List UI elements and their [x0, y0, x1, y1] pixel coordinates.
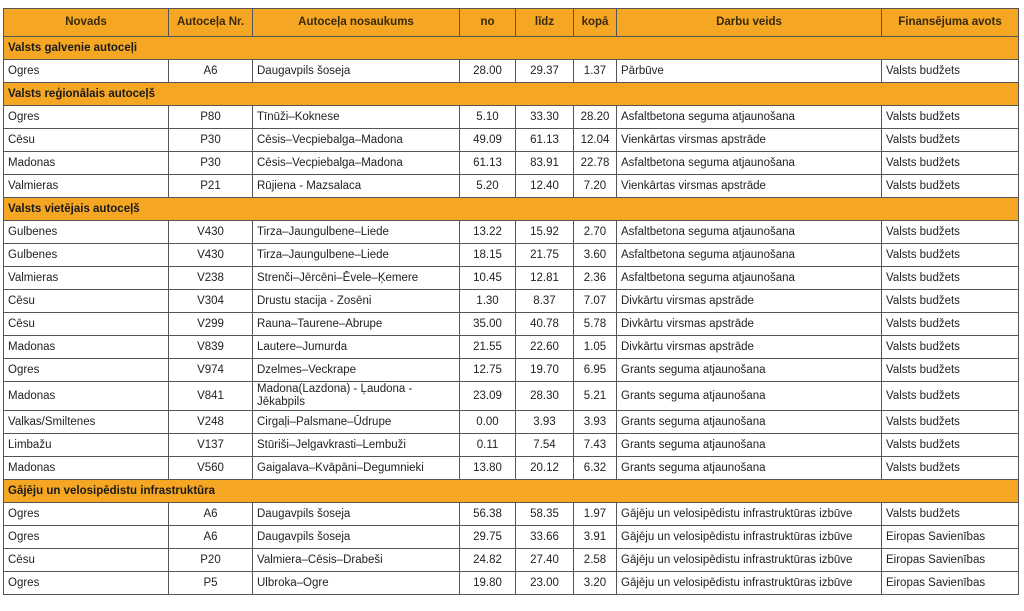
- cell-finansejuma-avots: Valsts budžets: [882, 106, 1019, 129]
- cell-finansejuma-avots: Valsts budžets: [882, 336, 1019, 359]
- cell-lidz: 29.37: [516, 60, 574, 83]
- cell-kopa: 5.78: [574, 313, 617, 336]
- cell-autocela-nr: P30: [169, 129, 253, 152]
- cell-novads: Limbažu: [4, 434, 169, 457]
- section-title: Valsts reģionālais autoceļš: [4, 83, 1019, 106]
- cell-lidz: 61.13: [516, 129, 574, 152]
- cell-no: 56.38: [460, 503, 516, 526]
- cell-lidz: 58.35: [516, 503, 574, 526]
- cell-autocela-nosaukums: Ulbroka–Ogre: [253, 572, 460, 595]
- cell-lidz: 21.75: [516, 244, 574, 267]
- cell-autocela-nosaukums: Tirza–Jaungulbene–Liede: [253, 244, 460, 267]
- cell-autocela-nr: V137: [169, 434, 253, 457]
- cell-novads: Cēsu: [4, 549, 169, 572]
- table-row: [4, 152, 1019, 175]
- cell-kopa: 2.58: [574, 549, 617, 572]
- cell-finansejuma-avots: Valsts budžets: [882, 434, 1019, 457]
- cell-no: 49.09: [460, 129, 516, 152]
- cell-novads: Madonas: [4, 336, 169, 359]
- cell-finansejuma-avots: Valsts budžets: [882, 382, 1019, 411]
- table-row: [4, 411, 1019, 434]
- cell-autocela-nr: P30: [169, 152, 253, 175]
- cell-darbu-veids: Grants seguma atjaunošana: [617, 434, 882, 457]
- cell-no: 21.55: [460, 336, 516, 359]
- cell-no: 5.20: [460, 175, 516, 198]
- cell-novads: Gulbenes: [4, 221, 169, 244]
- cell-no: 19.80: [460, 572, 516, 595]
- section-header-row: [4, 37, 1019, 60]
- cell-autocela-nr: A6: [169, 60, 253, 83]
- header-kopa: kopā: [574, 9, 617, 37]
- cell-autocela-nosaukums: Stūriši–Jelgavkrasti–Lembuži: [253, 434, 460, 457]
- cell-darbu-veids: Grants seguma atjaunošana: [617, 359, 882, 382]
- cell-autocela-nosaukums: Tirza–Jaungulbene–Liede: [253, 221, 460, 244]
- cell-kopa: 5.21: [574, 382, 617, 411]
- cell-lidz: 12.40: [516, 175, 574, 198]
- cell-lidz: 40.78: [516, 313, 574, 336]
- cell-no: 61.13: [460, 152, 516, 175]
- cell-kopa: 3.60: [574, 244, 617, 267]
- cell-no: 24.82: [460, 549, 516, 572]
- cell-finansejuma-avots: Valsts budžets: [882, 503, 1019, 526]
- cell-darbu-veids: Asfaltbetona seguma atjaunošana: [617, 244, 882, 267]
- header-row: [4, 9, 1019, 37]
- table-row: [4, 244, 1019, 267]
- cell-lidz: 33.30: [516, 106, 574, 129]
- cell-finansejuma-avots: Valsts budžets: [882, 221, 1019, 244]
- cell-finansejuma-avots: Eiropas Savienības: [882, 526, 1019, 549]
- header-darbu-veids: Darbu veids: [617, 9, 882, 37]
- cell-finansejuma-avots: Eiropas Savienības: [882, 549, 1019, 572]
- cell-novads: Cēsu: [4, 129, 169, 152]
- cell-darbu-veids: Gājēju un velosipēdistu infrastruktūras izbūve: [617, 503, 882, 526]
- table-row: [4, 434, 1019, 457]
- cell-novads: Ogres: [4, 60, 169, 83]
- cell-no: 0.00: [460, 411, 516, 434]
- cell-novads: Cēsu: [4, 290, 169, 313]
- section-header-row: [4, 480, 1019, 503]
- cell-no: 5.10: [460, 106, 516, 129]
- cell-novads: Madonas: [4, 382, 169, 411]
- cell-lidz: 19.70: [516, 359, 574, 382]
- cell-kopa: 6.32: [574, 457, 617, 480]
- cell-lidz: 7.54: [516, 434, 574, 457]
- cell-novads: Valkas/Smiltenes: [4, 411, 169, 434]
- cell-lidz: 27.40: [516, 549, 574, 572]
- cell-finansejuma-avots: Valsts budžets: [882, 129, 1019, 152]
- cell-lidz: 83.91: [516, 152, 574, 175]
- table-row: [4, 572, 1019, 595]
- cell-kopa: 28.20: [574, 106, 617, 129]
- cell-no: 35.00: [460, 313, 516, 336]
- cell-autocela-nosaukums: Madona(Lazdona) - Ļaudona - Jēkabpils: [253, 382, 460, 411]
- table-row: [4, 549, 1019, 572]
- cell-autocela-nosaukums: Valmiera–Cēsis–Drabeši: [253, 549, 460, 572]
- cell-kopa: 22.78: [574, 152, 617, 175]
- cell-darbu-veids: Grants seguma atjaunošana: [617, 382, 882, 411]
- cell-no: 28.00: [460, 60, 516, 83]
- cell-lidz: 23.00: [516, 572, 574, 595]
- table-row: [4, 526, 1019, 549]
- cell-no: 1.30: [460, 290, 516, 313]
- cell-autocela-nr: V839: [169, 336, 253, 359]
- section-header-row: [4, 83, 1019, 106]
- cell-novads: Madonas: [4, 152, 169, 175]
- cell-lidz: 28.30: [516, 382, 574, 411]
- table-row: [4, 313, 1019, 336]
- cell-kopa: 3.20: [574, 572, 617, 595]
- cell-autocela-nr: V841: [169, 382, 253, 411]
- cell-darbu-veids: Divkārtu virsmas apstrāde: [617, 336, 882, 359]
- cell-darbu-veids: Vienkārtas virsmas apstrāde: [617, 129, 882, 152]
- cell-finansejuma-avots: Valsts budžets: [882, 290, 1019, 313]
- cell-darbu-veids: Divkārtu virsmas apstrāde: [617, 290, 882, 313]
- roadworks-table: [3, 8, 1019, 595]
- header-finansejuma-avots: Finansējuma avots: [882, 9, 1019, 37]
- cell-autocela-nr: P21: [169, 175, 253, 198]
- header-no: no: [460, 9, 516, 37]
- cell-autocela-nr: V248: [169, 411, 253, 434]
- cell-no: 12.75: [460, 359, 516, 382]
- cell-darbu-veids: Asfaltbetona seguma atjaunošana: [617, 152, 882, 175]
- cell-kopa: 3.91: [574, 526, 617, 549]
- cell-novads: Ogres: [4, 106, 169, 129]
- cell-darbu-veids: Gājēju un velosipēdistu infrastruktūras izbūve: [617, 572, 882, 595]
- table-row: [4, 336, 1019, 359]
- table-row: [4, 457, 1019, 480]
- table-row: [4, 221, 1019, 244]
- cell-autocela-nosaukums: Strenči–Jērcēni–Ēvele–Ķemere: [253, 267, 460, 290]
- cell-autocela-nosaukums: Daugavpils šoseja: [253, 503, 460, 526]
- table-row: [4, 503, 1019, 526]
- table-row: [4, 106, 1019, 129]
- cell-no: 0.11: [460, 434, 516, 457]
- cell-kopa: 2.70: [574, 221, 617, 244]
- header-autocela-nr: Autoceļa Nr.: [169, 9, 253, 37]
- cell-novads: Ogres: [4, 503, 169, 526]
- cell-novads: Ogres: [4, 572, 169, 595]
- cell-autocela-nosaukums: Rauna–Taurene–Abrupe: [253, 313, 460, 336]
- cell-novads: Ogres: [4, 359, 169, 382]
- cell-autocela-nr: A6: [169, 503, 253, 526]
- cell-kopa: 1.97: [574, 503, 617, 526]
- cell-kopa: 7.43: [574, 434, 617, 457]
- cell-no: 10.45: [460, 267, 516, 290]
- cell-lidz: 20.12: [516, 457, 574, 480]
- cell-autocela-nosaukums: Cēsis–Vecpiebalga–Madona: [253, 152, 460, 175]
- table-row: [4, 267, 1019, 290]
- cell-darbu-veids: Asfaltbetona seguma atjaunošana: [617, 106, 882, 129]
- cell-autocela-nosaukums: Cirgaļi–Palsmane–Ūdrupe: [253, 411, 460, 434]
- cell-lidz: 22.60: [516, 336, 574, 359]
- cell-darbu-veids: Asfaltbetona seguma atjaunošana: [617, 221, 882, 244]
- cell-darbu-veids: Grants seguma atjaunošana: [617, 411, 882, 434]
- header-lidz: līdz: [516, 9, 574, 37]
- cell-darbu-veids: Vienkārtas virsmas apstrāde: [617, 175, 882, 198]
- cell-finansejuma-avots: Valsts budžets: [882, 359, 1019, 382]
- cell-novads: Madonas: [4, 457, 169, 480]
- cell-finansejuma-avots: Eiropas Savienības: [882, 572, 1019, 595]
- cell-darbu-veids: Grants seguma atjaunošana: [617, 457, 882, 480]
- cell-novads: Valmieras: [4, 175, 169, 198]
- section-title: Valsts vietējais autoceļš: [4, 198, 1019, 221]
- cell-autocela-nr: V430: [169, 244, 253, 267]
- cell-autocela-nr: P5: [169, 572, 253, 595]
- cell-autocela-nosaukums: Dzelmes–Veckrape: [253, 359, 460, 382]
- cell-autocela-nr: P20: [169, 549, 253, 572]
- header-autocela-nosaukums: Autoceļa nosaukums: [253, 9, 460, 37]
- cell-kopa: 3.93: [574, 411, 617, 434]
- cell-autocela-nr: V974: [169, 359, 253, 382]
- table-row: [4, 359, 1019, 382]
- cell-no: 18.15: [460, 244, 516, 267]
- cell-kopa: 7.20: [574, 175, 617, 198]
- cell-lidz: 12.81: [516, 267, 574, 290]
- cell-autocela-nosaukums: Lautere–Jumurda: [253, 336, 460, 359]
- table-row: [4, 290, 1019, 313]
- cell-lidz: 15.92: [516, 221, 574, 244]
- cell-no: 29.75: [460, 526, 516, 549]
- cell-finansejuma-avots: Valsts budžets: [882, 175, 1019, 198]
- cell-autocela-nosaukums: Daugavpils šoseja: [253, 60, 460, 83]
- cell-kopa: 2.36: [574, 267, 617, 290]
- cell-no: 13.22: [460, 221, 516, 244]
- table-body: [4, 37, 1019, 595]
- section-header-row: [4, 198, 1019, 221]
- cell-finansejuma-avots: Valsts budžets: [882, 411, 1019, 434]
- cell-kopa: 1.05: [574, 336, 617, 359]
- cell-no: 13.80: [460, 457, 516, 480]
- cell-autocela-nosaukums: Gaigalava–Kvāpāni–Degumnieki: [253, 457, 460, 480]
- cell-darbu-veids: Pārbūve: [617, 60, 882, 83]
- cell-lidz: 33.66: [516, 526, 574, 549]
- cell-lidz: 8.37: [516, 290, 574, 313]
- cell-finansejuma-avots: Valsts budžets: [882, 152, 1019, 175]
- cell-autocela-nr: A6: [169, 526, 253, 549]
- cell-autocela-nr: P80: [169, 106, 253, 129]
- cell-finansejuma-avots: Valsts budžets: [882, 267, 1019, 290]
- cell-autocela-nr: V430: [169, 221, 253, 244]
- cell-autocela-nosaukums: Tīnūži–Koknese: [253, 106, 460, 129]
- cell-darbu-veids: Divkārtu virsmas apstrāde: [617, 313, 882, 336]
- cell-autocela-nosaukums: Cēsis–Vecpiebalga–Madona: [253, 129, 460, 152]
- cell-kopa: 6.95: [574, 359, 617, 382]
- cell-autocela-nr: V560: [169, 457, 253, 480]
- cell-kopa: 1.37: [574, 60, 617, 83]
- cell-autocela-nr: V304: [169, 290, 253, 313]
- cell-lidz: 3.93: [516, 411, 574, 434]
- cell-finansejuma-avots: Valsts budžets: [882, 244, 1019, 267]
- table-row: [4, 129, 1019, 152]
- cell-autocela-nr: V238: [169, 267, 253, 290]
- cell-autocela-nosaukums: Rūjiena - Mazsalaca: [253, 175, 460, 198]
- cell-finansejuma-avots: Valsts budžets: [882, 457, 1019, 480]
- cell-novads: Ogres: [4, 526, 169, 549]
- cell-darbu-veids: Gājēju un velosipēdistu infrastruktūras izbūve: [617, 526, 882, 549]
- cell-novads: Cēsu: [4, 313, 169, 336]
- cell-darbu-veids: Asfaltbetona seguma atjaunošana: [617, 267, 882, 290]
- cell-darbu-veids: Gājēju un velosipēdistu infrastruktūras izbūve: [617, 549, 882, 572]
- cell-autocela-nosaukums: Drustu stacija - Zosēni: [253, 290, 460, 313]
- cell-novads: Valmieras: [4, 267, 169, 290]
- cell-no: 23.09: [460, 382, 516, 411]
- section-title: Valsts galvenie autoceļi: [4, 37, 1019, 60]
- header-novads: Novads: [4, 9, 169, 37]
- table-row: [4, 175, 1019, 198]
- cell-autocela-nosaukums: Daugavpils šoseja: [253, 526, 460, 549]
- cell-novads: Gulbenes: [4, 244, 169, 267]
- cell-autocela-nr: V299: [169, 313, 253, 336]
- cell-kopa: 7.07: [574, 290, 617, 313]
- cell-finansejuma-avots: Valsts budžets: [882, 60, 1019, 83]
- table-row: [4, 382, 1019, 411]
- section-title: Gājēju un velosipēdistu infrastruktūra: [4, 480, 1019, 503]
- cell-kopa: 12.04: [574, 129, 617, 152]
- cell-finansejuma-avots: Valsts budžets: [882, 313, 1019, 336]
- table-row: [4, 60, 1019, 83]
